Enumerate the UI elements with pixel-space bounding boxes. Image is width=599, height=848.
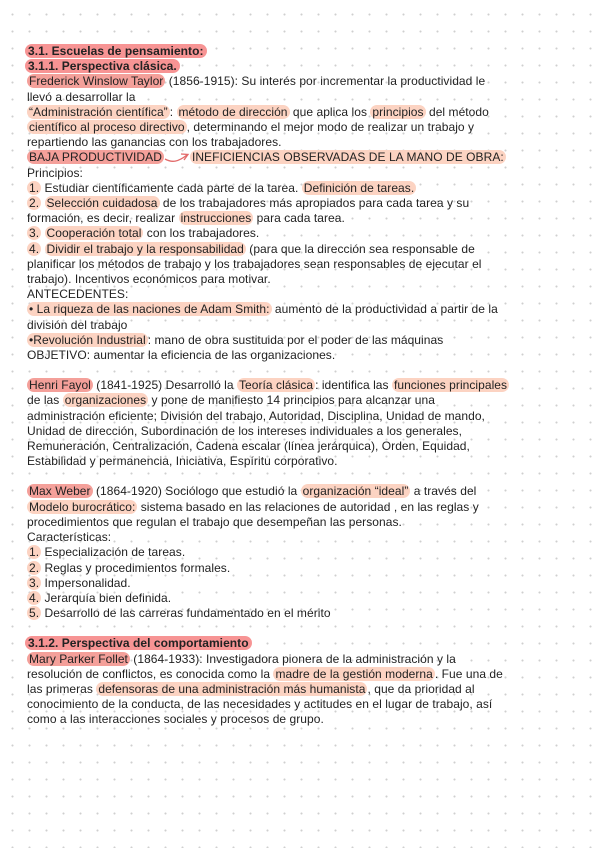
section-heading-3-1: 3.1. Escuelas de pensamiento: [27, 44, 579, 59]
antecedente-1: • La riqueza de las naciones de Adam Smith: aumento de la productividad a partir de la [29, 302, 498, 317]
caracteristica-1: 1. Especialización de tareas. [29, 545, 186, 560]
fayol-line-5: Remuneración, Centralización, Cadena escalar (línea jerárquica), Orden, Equidad, [27, 439, 470, 454]
weber-line-1: Max Weber (1864-1920) Sociólogo que estudió la organización “ideal” a través del [29, 484, 477, 499]
follet-line-5: como a las interacciones sociales y procesos de grupo. [27, 712, 324, 727]
fayol-line-2: de las organizaciones y pone de manifiesto 14 principios para alcanzar una [27, 393, 435, 408]
taylor-line-4: científico al proceso directivo , determinando el mejor modo de realizar un trabajo y [29, 120, 475, 135]
fayol-line-1: Henri Fayol (1841-1925) Desarrolló la Teoría clásica : identifica las funciones principales [29, 378, 508, 393]
caracteristica-2: 2. Reglas y procedimientos formales. [29, 560, 231, 575]
principio-4: 4. Dividir el trabajo y la responsabilidad (para que la dirección sea responsable de [29, 241, 475, 256]
objetivo-line: OBJETIVO: aumentar la eficiencia de las organizaciones. [27, 348, 336, 363]
caracteristica-3: 3. Impersonalidad. [29, 575, 131, 590]
caracteristicas-label: Características: [27, 530, 112, 545]
weber-line-2: Modelo burocrático: sistema basado en las relaciones de autoridad , en las reglas y [29, 499, 479, 514]
taylor-line-2: llevó a desarrollar la [27, 89, 136, 104]
principio-1: 1. Estudiar científicamente cada parte de la tarea. Definición de tareas. [29, 180, 415, 195]
principio-2: 2. Selección cuidadosa de los trabajadores más apropiados para cada tarea y su [29, 196, 470, 211]
weber-name: Max Weber [29, 484, 91, 499]
follet-line-2: resolución de conflictos, es conocida como la madre de la gestión moderna . Fue una de [27, 666, 503, 681]
principio-4-cont-2: trabajo). Incentivos económicos para motivar. [27, 272, 271, 287]
taylor-line-3: “Administración científica” : método de dirección que aplica los principios del método [29, 104, 489, 119]
fayol-line-4: Unidad de dirección, Subordinación de los intereses individuales a los generales, [27, 423, 462, 438]
antecedente-2: •Revolución Industrial : mano de obra sustituida por el poder de las máquinas [29, 332, 444, 347]
follet-line-4: conocimiento de la conducta, de las necesidades y actitudes en el lugar de trabajo, así [27, 697, 493, 712]
antecedentes-label: ANTECEDENTES: [27, 287, 129, 302]
principio-4-cont-1: planificar los métodos de trabajo y los trabajadores sean responsables de ejecutar el [27, 256, 482, 271]
caracteristica-4: 4. Jerarquía bien definida. [29, 590, 172, 605]
taylor-name: Frederick Winslow Taylor [29, 74, 164, 89]
weber-line-3: procedimientos que regulan el trabajo que desempeñan las personas. [27, 514, 402, 529]
fayol-line-6: Estabilidad y permanencia, Iniciativa, Espíritu corporativo. [27, 454, 338, 469]
section-heading-3-1-2: 3.1.2. Perspectiva del comportamiento [27, 636, 579, 651]
follet-name: Mary Parker Follet [29, 651, 128, 666]
taylor-line-5: repartiendo las ganancias con los trabajadores. [27, 135, 282, 150]
principio-2-cont: formación, es decir, realizar instrucciones para cada tarea. [27, 211, 345, 226]
arrow-icon [164, 151, 190, 163]
productivity-line: BAJA PRODUCTIVIDAD INEFICIENCIAS OBSERVADAS DE LA MANO DE OBRA: [29, 150, 504, 165]
caracteristica-5: 5. Desarrollo de las carreras fundamentado en el mérito [29, 606, 331, 621]
follet-line-3: las primeras defensoras de una administración más humanista , que da prioridad al [27, 681, 475, 696]
notes-page [27, 44, 579, 728]
section-heading-3-1-1: 3.1.1. Perspectiva clásica. [27, 59, 579, 74]
principio-3: 3. Cooperación total con los trabajadores. [29, 226, 260, 241]
taylor-line-1: Frederick Winslow Taylor (1856-1915): Su interés por incrementar la productividad le [29, 74, 486, 89]
antecedente-1-cont: división del trabajo [27, 317, 128, 332]
follet-line-1: Mary Parker Follet (1864-1933): Investigadora pionera de la administración y la [29, 651, 456, 666]
principios-label: Principios: [27, 165, 83, 180]
fayol-name: Henri Fayol [29, 378, 91, 393]
fayol-line-3: administración eficiente; División del trabajo, Autoridad, Disciplina, Unidad de mando, [27, 408, 485, 423]
